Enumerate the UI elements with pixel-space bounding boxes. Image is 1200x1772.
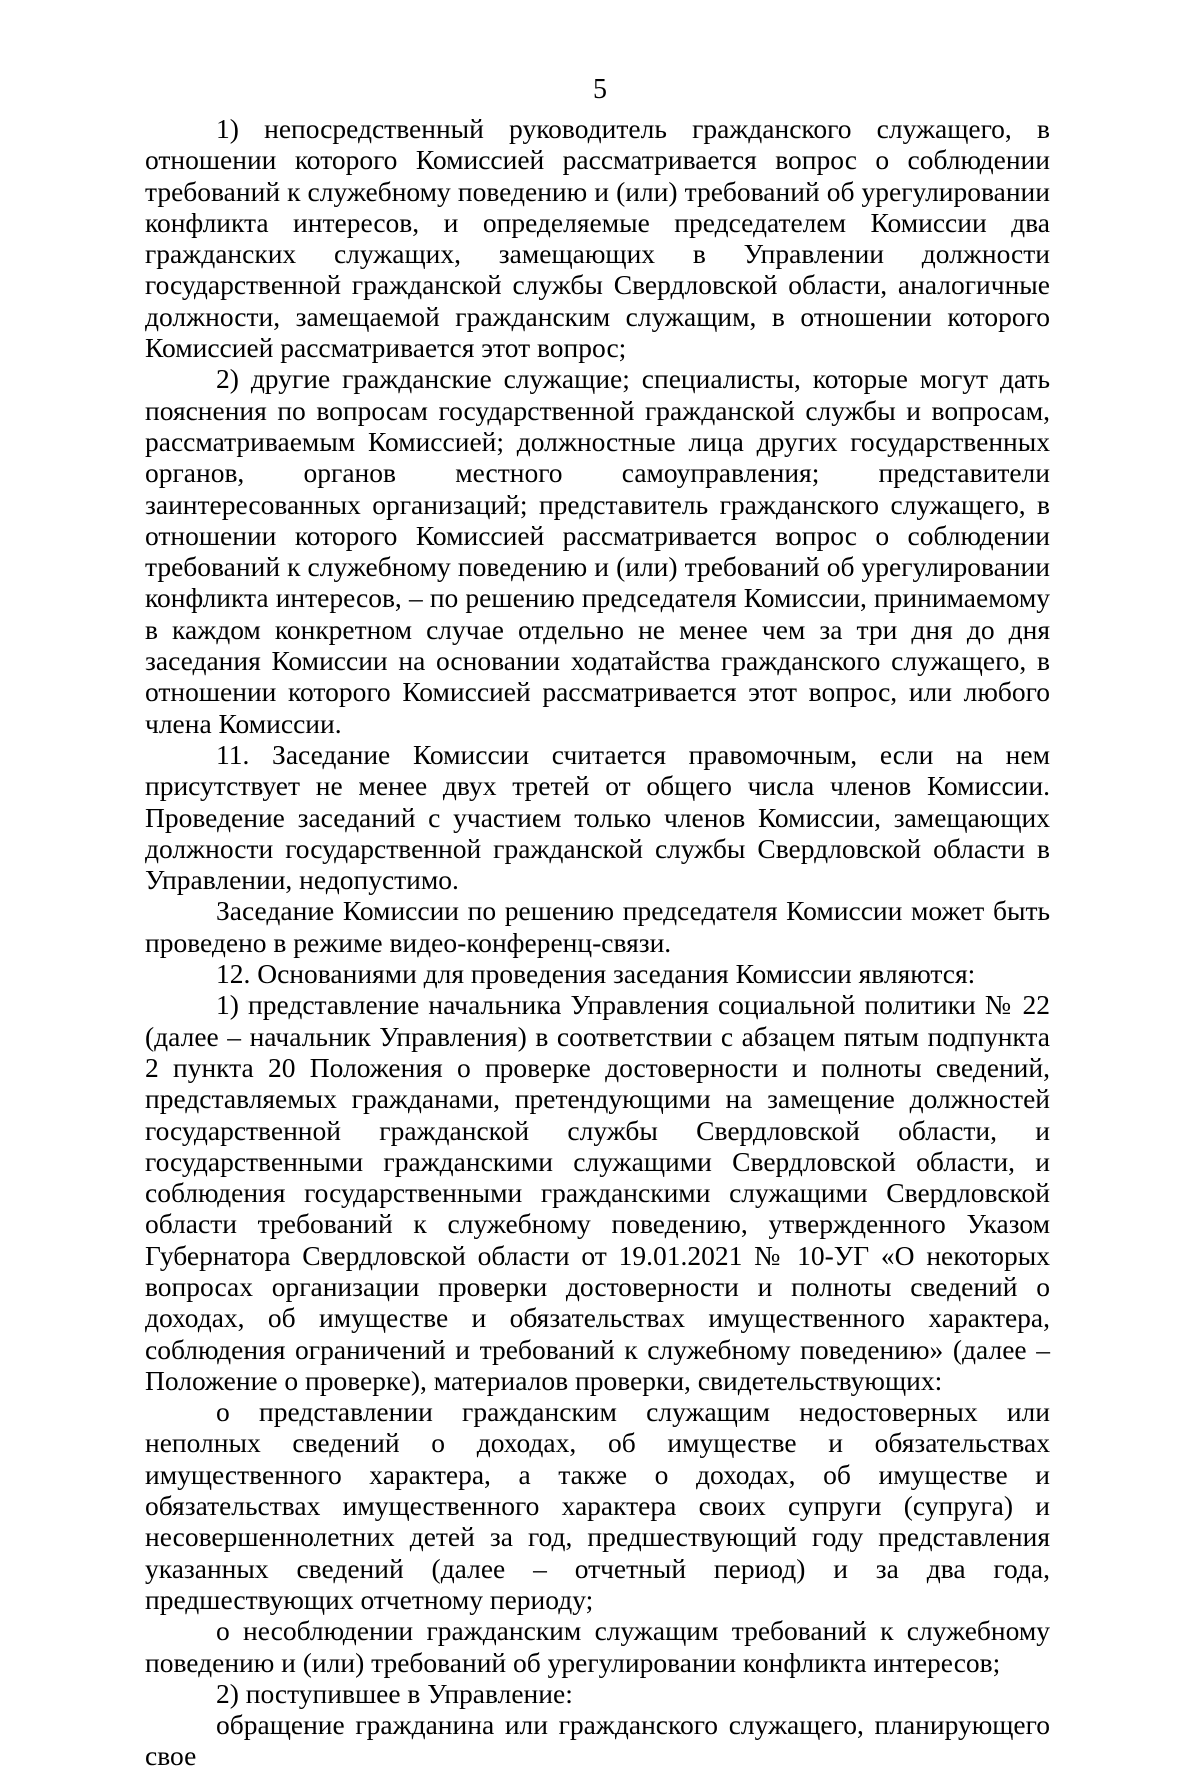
paragraph-5: 12. Основаниями для проведения заседания Комиссии являются: <box>216 958 976 990</box>
paragraph-10: обращение гражданина или гражданского служащего, планирующего свое <box>145 1709 1050 1772</box>
paragraph-4: Заседание Комиссии по решению председателя Комиссии может быть проведено в режиме видео-конференц-связи. <box>145 895 1050 958</box>
document-body <box>145 113 1050 1772</box>
paragraph-1: 1) непосредственный руководитель гражданского служащего, в отношении которого Комиссией рассматривается вопрос о соблюдении требований к служебному поведению и (или) требований об урегулировании конфликта интересов, и определяемые председателем Комиссии два гражданских служащих, замещающих в Управлении должности государственной гражданской службы Свердловской области, аналогичные должности, замещаемой гражданским служащим, в отношении которого Комиссией рассматривается этот вопрос; <box>145 113 1050 364</box>
paragraph-7: о представлении гражданским служащим недостоверных или неполных сведений о доходах, об имуществе и обязательствах имущественного характера, а также о доходах, об имуществе и обязательствах имущественного характера своих супруги (супруга) и несовершеннолетних детей за год, предшествующий году представления указанных сведений (далее – отчетный период) и за два года, предшествующих отчетному периоду; <box>145 1396 1050 1615</box>
paragraph-6: 1) представление начальника Управления социальной политики № 22 (далее – начальник Управления) в соответствии с абзацем пятым подпункта 2 пункта 20 Положения о проверке достоверности и полноты сведений, представляемых гражданами, претендующими на замещение должностей государственной гражданской службы Свердловской области, и государственными гражданскими служащими Свердловской области, и соблюдения государственными гражданскими служащими Свердловской области требований к служебному поведению, утвержденного Указом Губернатора Свердловской области от 19.01.2021 № 10-УГ «О некоторых вопросах организации проверки достоверности и полноты сведений о доходах, об имуществе и обязательствах имущественного характера, соблюдения ограничений и требований к служебному поведению» (далее – Положение о проверке), материалов проверки, свидетельствующих: <box>145 989 1050 1396</box>
paragraph-2: 2) другие гражданские служащие; специалисты, которые могут дать пояснения по вопросам государственной гражданской службы и вопросам, рассматриваемым Комиссией; должностные лица других государственных органов, органов местного самоуправления; представители заинтересованных организаций; представитель гражданского служащего, в отношении которого Комиссией рассматривается вопрос о соблюдении требований к служебному поведению и (или) требований об урегулировании конфликта интересов, – по решению председателя Комиссии, принимаемому в каждом конкретном случае отдельно не менее чем за три дня до дня заседания Комиссии на основании ходатайства гражданского служащего, в отношении которого Комиссией рассматривается этот вопрос, или любого члена Комиссии. <box>145 363 1050 739</box>
page-number: 5 <box>593 74 607 105</box>
paragraph-9: 2) поступившее в Управление: <box>216 1677 573 1709</box>
paragraph-8: о несоблюдении гражданским служащим требований к служебному поведению и (или) требований об урегулировании конфликта интересов; <box>145 1615 1050 1678</box>
paragraph-3: 11. Заседание Комиссии считается правомочным, если на нем присутствует не менее двух третей от общего числа членов Комиссии. Проведение заседаний с участием только членов Комиссии, замещающих должности государственной гражданской службы Свердловской области в Управлении, недопустимо. <box>145 738 1050 896</box>
